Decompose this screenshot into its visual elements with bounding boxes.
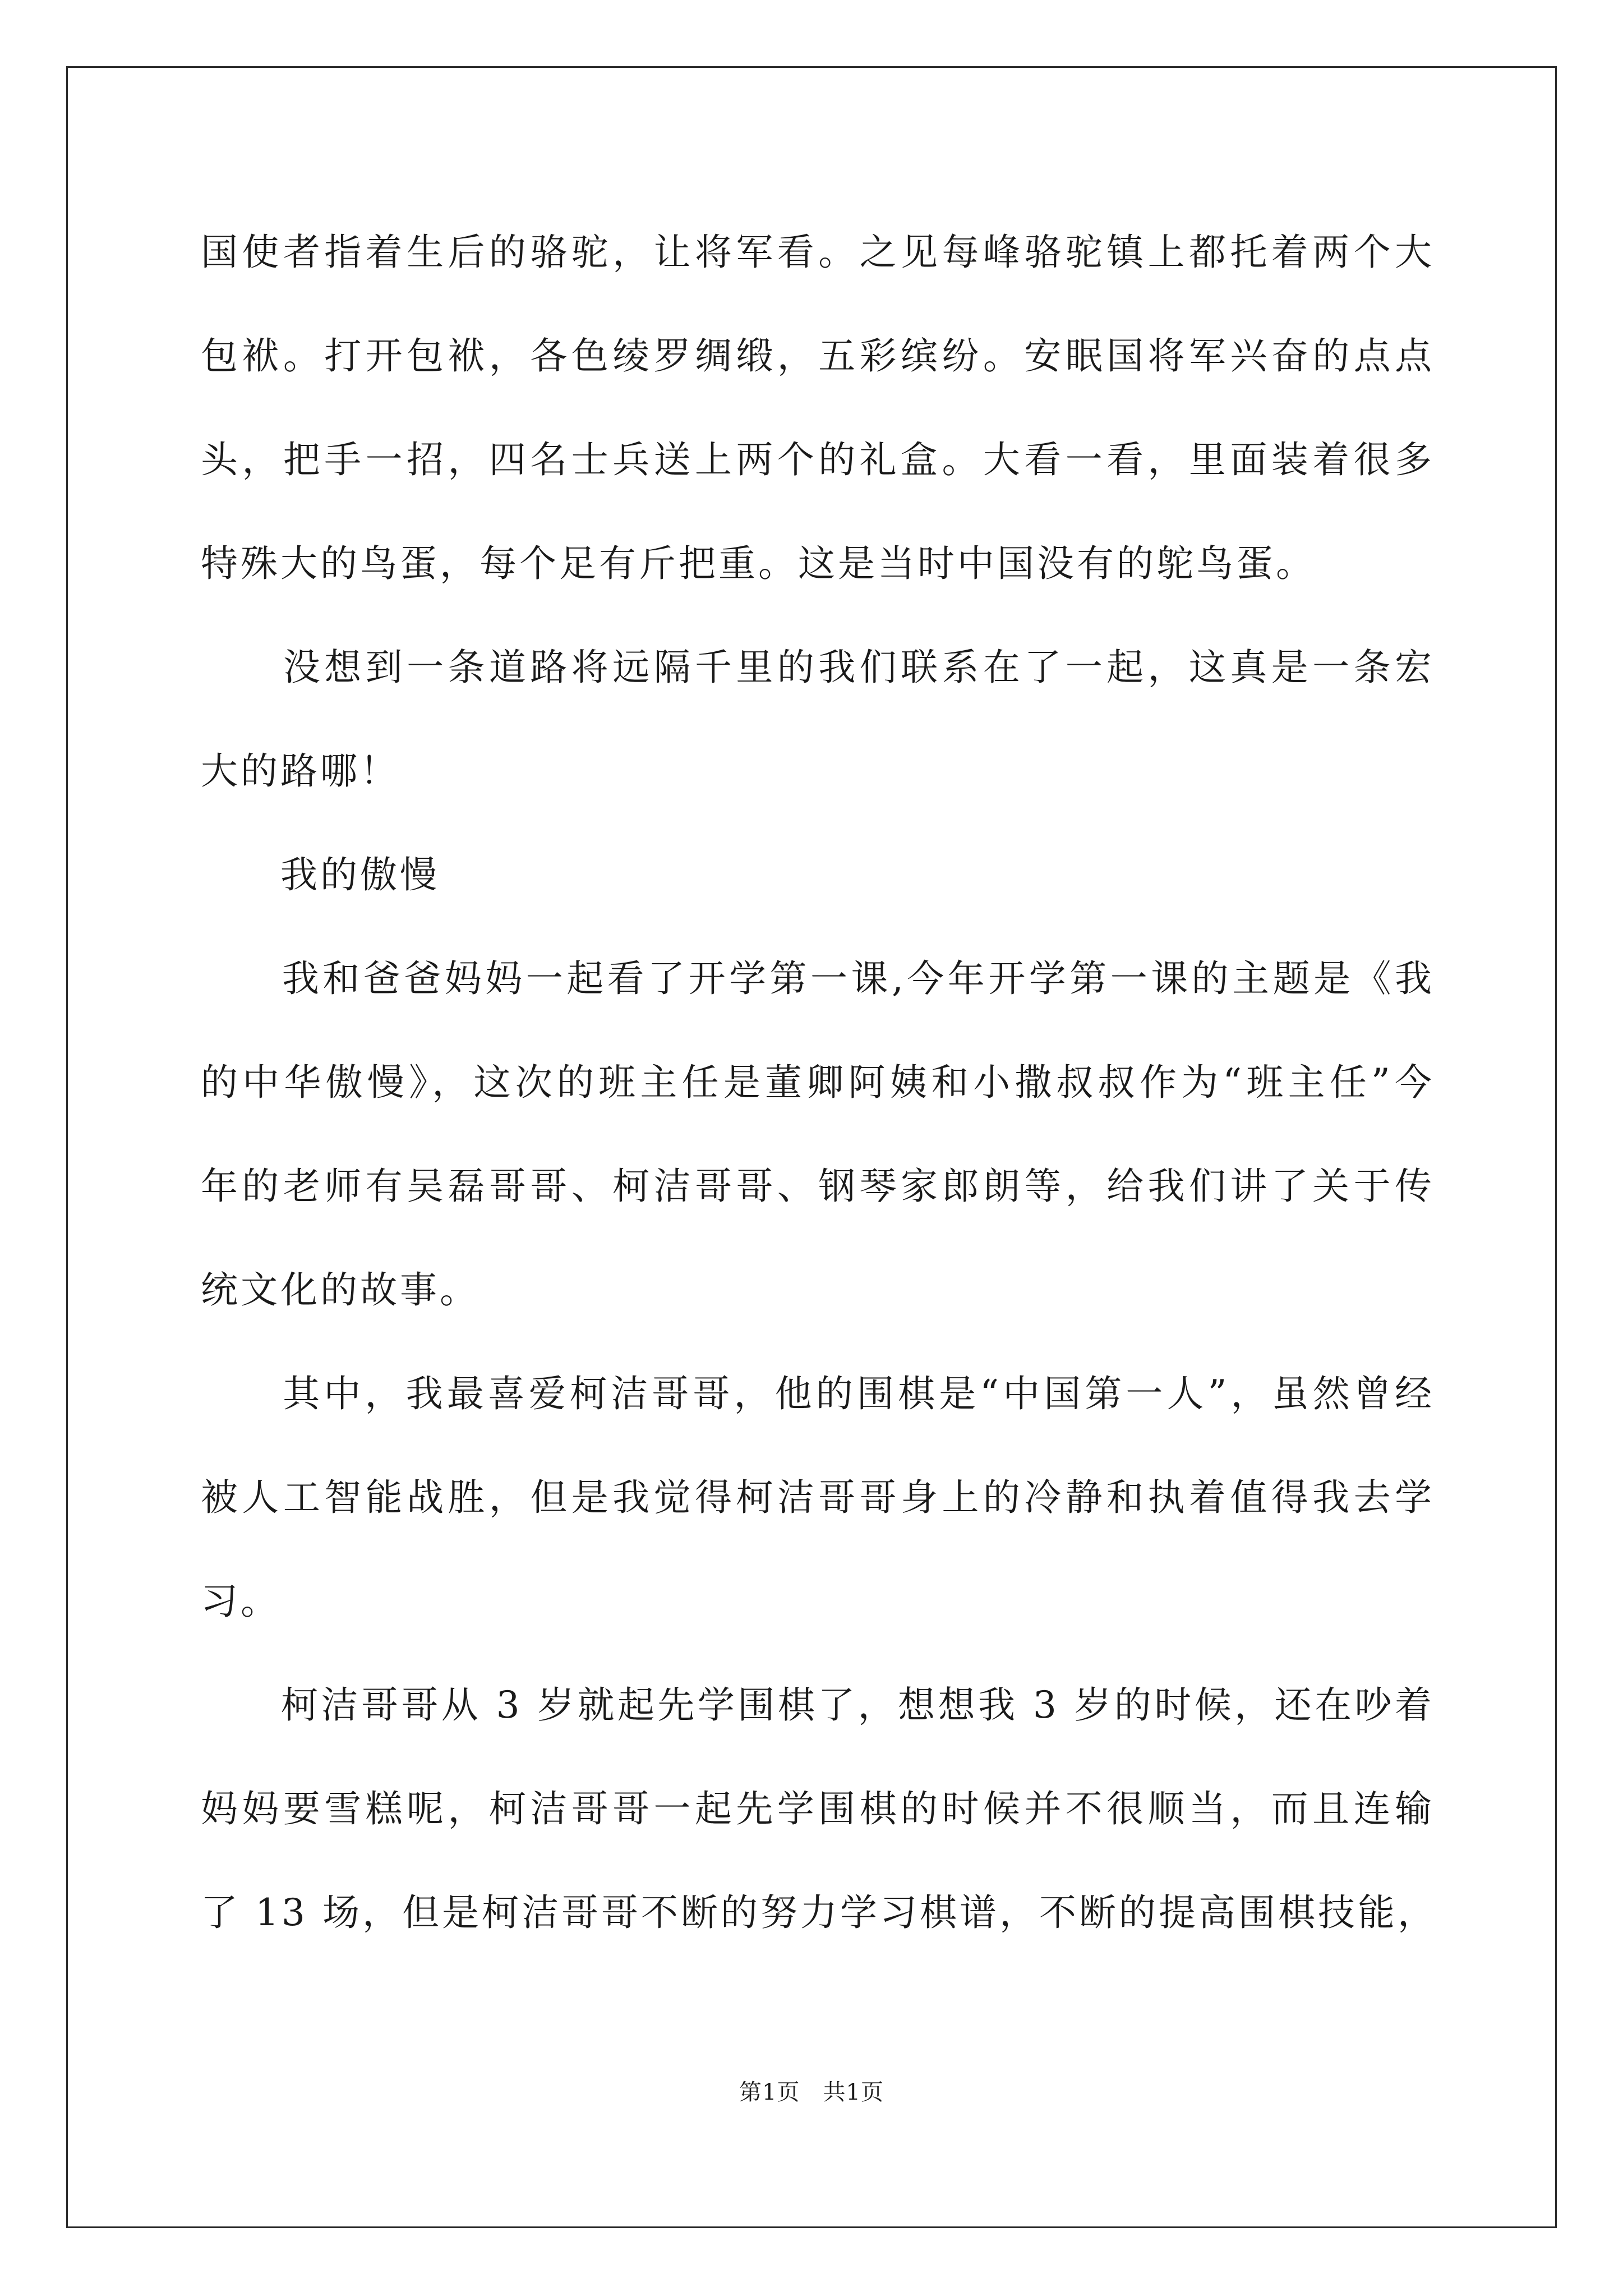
- text-line: 国使者指着生后的骆驼，让将军看。之见每峰骆驼镇上都托着两个大: [201, 231, 1435, 274]
- text-line: 没想到一条道路将远隔千里的我们联系在了一起，这真是一条宏: [201, 646, 1435, 689]
- text-line: 妈妈要雪糕呢，柯洁哥哥一起先学围棋的时候并不很顺当，而且连输: [201, 1787, 1435, 1830]
- page-number-footer: 第1页 共1页: [739, 2079, 884, 2105]
- text-line: 其中，我最喜爱柯洁哥哥，他的围棋是“中国第一人”，虽然曾经: [201, 1372, 1435, 1415]
- section-heading: 我的傲慢: [201, 853, 440, 896]
- text-line: 我和爸爸妈妈一起看了开学第一课,今年开学第一课的主题是《我: [201, 957, 1435, 1000]
- text-line: 的中华傲慢》，这次的班主任是董卿阿姨和小撒叔叔作为“班主任”今: [201, 1061, 1435, 1104]
- text-line: 被人工智能战胜，但是我觉得柯洁哥哥身上的冷静和执着值得我去学: [201, 1476, 1435, 1519]
- text-line: 大的路哪！: [201, 749, 400, 793]
- text-line: 年的老师有吴磊哥哥、柯洁哥哥、钢琴家郎朗等，给我们讲了关于传: [201, 1165, 1435, 1208]
- text-line: 习。: [201, 1580, 280, 1623]
- text-line: 头，把手一招，四名士兵送上两个的礼盒。大看一看，里面装着很多: [201, 438, 1435, 481]
- text-line: 包袱。打开包袱，各色绫罗绸缎，五彩缤纷。安眠国将军兴奋的点点: [201, 334, 1435, 378]
- text-line: 统文化的故事。: [201, 1268, 479, 1312]
- text-line: 了 13 场，但是柯洁哥哥不断的努力学习棋谱，不断的提高围棋技能，: [201, 1891, 1437, 1934]
- text-line: 柯洁哥哥从 3 岁就起先学围棋了，想想我 3 岁的时候，还在吵着: [201, 1683, 1435, 1727]
- text-line: 特殊大的鸟蛋，每个足有斤把重。这是当时中国没有的鸵鸟蛋。: [201, 542, 1316, 585]
